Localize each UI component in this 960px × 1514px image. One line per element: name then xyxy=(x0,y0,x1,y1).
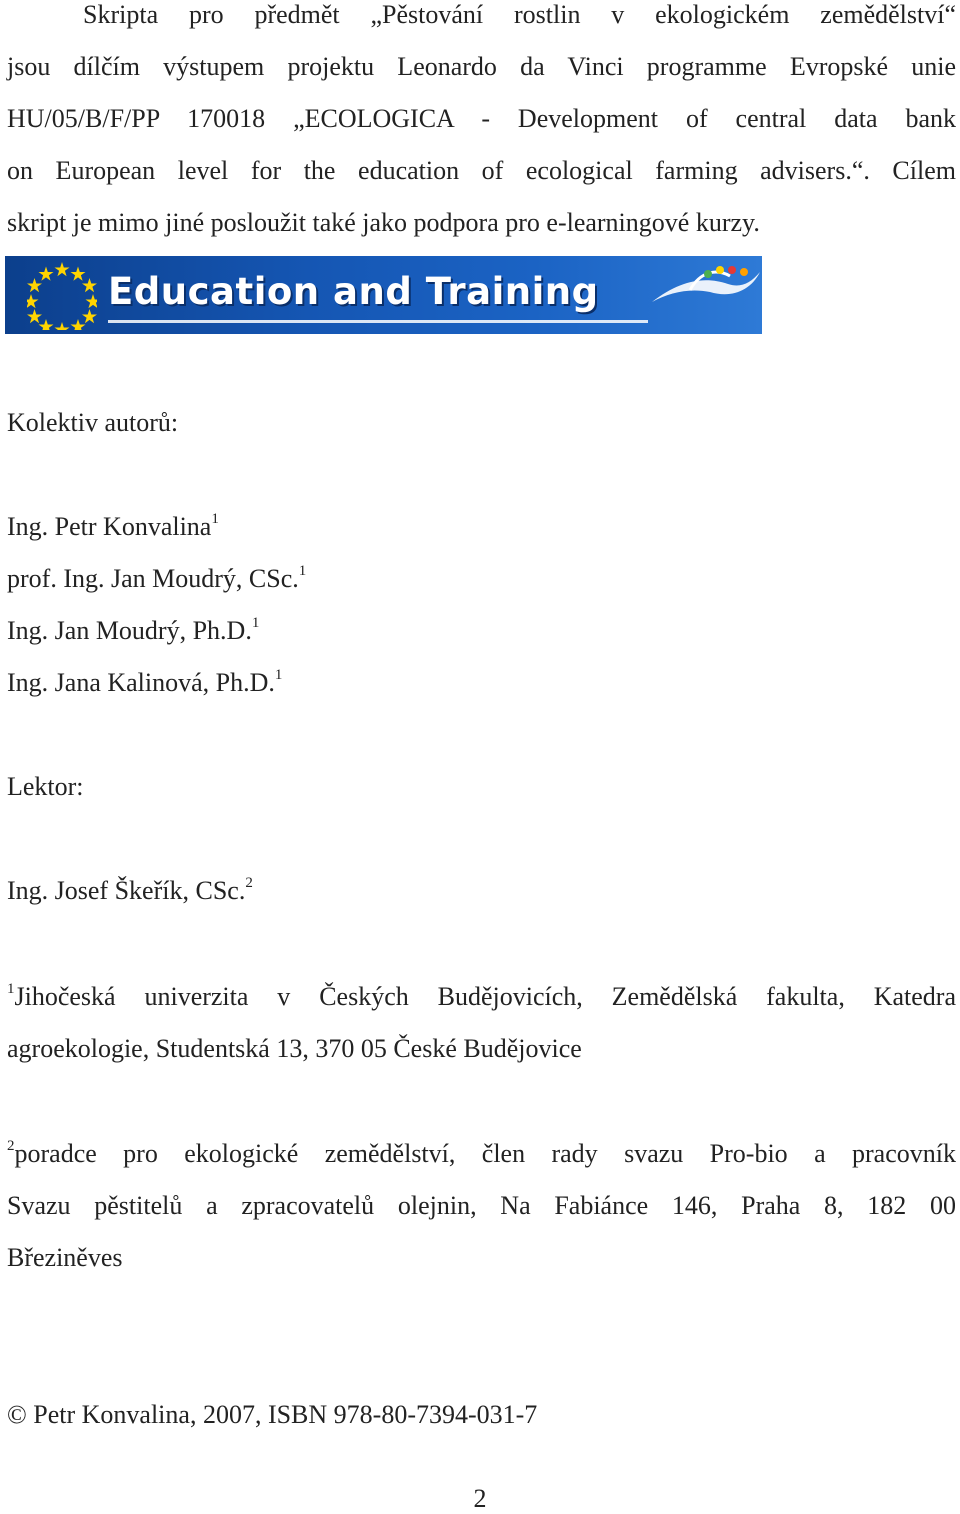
author-1 xyxy=(7,512,956,542)
copyright-line: © Petr Konvalina, 2007, ISBN 978-80-7394-031-7 xyxy=(7,1400,538,1429)
author-3 xyxy=(7,616,956,646)
intro-line-5: skript je mimo jiné posloužit také jako podpora pro e-learningové kurzy. xyxy=(7,208,760,237)
affiliation-2-line-2: Svazu pěstitelů a zpracovatelů olejnin, Na Fabiánce 146, Praha 8, 182 00 xyxy=(7,1191,956,1220)
education-and-training-banner xyxy=(5,256,762,334)
intro-line-4: on European level for the education of ecological farming advisers.“. Cílem xyxy=(7,156,956,185)
author-footnote-mark: 1 xyxy=(298,563,307,580)
author-4 xyxy=(7,668,956,698)
author-footnote-mark: 1 xyxy=(251,615,260,632)
lector-footnote-mark: 2 xyxy=(245,875,253,892)
page-number: 2 xyxy=(473,1484,487,1513)
author-footnote-mark: 1 xyxy=(211,511,219,528)
intro-line-2: jsou dílčím výstupem projektu Leonardo da Vinci programme Evropské unie xyxy=(7,52,956,81)
author-name: prof. Ing. Jan Moudrý, CSc. xyxy=(7,564,299,593)
eu-stars-icon xyxy=(27,260,97,330)
author-footnote-mark: 1 xyxy=(274,667,283,684)
affiliation-1-line-2: agroekologie, Studentská 13, 370 05 České Budějovice xyxy=(7,1034,582,1063)
lector-name-line xyxy=(7,876,956,906)
lector-heading: Lektor: xyxy=(7,772,84,801)
author-2 xyxy=(7,564,956,594)
intro-line-3: HU/05/B/F/PP 170018 „ECOLOGICA - Development of central data bank xyxy=(7,104,956,133)
author-name: Ing. Jan Moudrý, Ph.D. xyxy=(7,616,252,645)
banner-title: Education and Training xyxy=(108,270,599,313)
affiliation-1-mark: 1 xyxy=(7,981,15,998)
author-name: Ing. Jana Kalinová, Ph.D. xyxy=(7,668,275,697)
affiliation-2-text: poradce pro ekologické zemědělství, člen rady svazu Pro-bio a pracovník xyxy=(14,1139,956,1168)
affiliation-2-mark: 2 xyxy=(7,1138,15,1155)
affiliation-2-line-3: Březiněves xyxy=(7,1243,123,1272)
intro-line-1: Skripta pro předmět „Pěstování rostlin v ekologickém zemědělství“ xyxy=(83,0,956,29)
authors-heading: Kolektiv autorů: xyxy=(7,408,179,437)
author-name: Ing. Petr Konvalina xyxy=(7,512,212,541)
banner-underline xyxy=(108,320,648,323)
affiliation-1-line-1 xyxy=(7,982,956,1012)
bird-icon xyxy=(650,262,762,308)
lector-name: Ing. Josef Škeřík, CSc. xyxy=(7,876,246,905)
affiliation-1-text: Jihočeská univerzita v Českých Budějovicích, Zemědělská fakulta, Katedra xyxy=(14,982,956,1011)
affiliation-2-line-1 xyxy=(7,1139,956,1169)
